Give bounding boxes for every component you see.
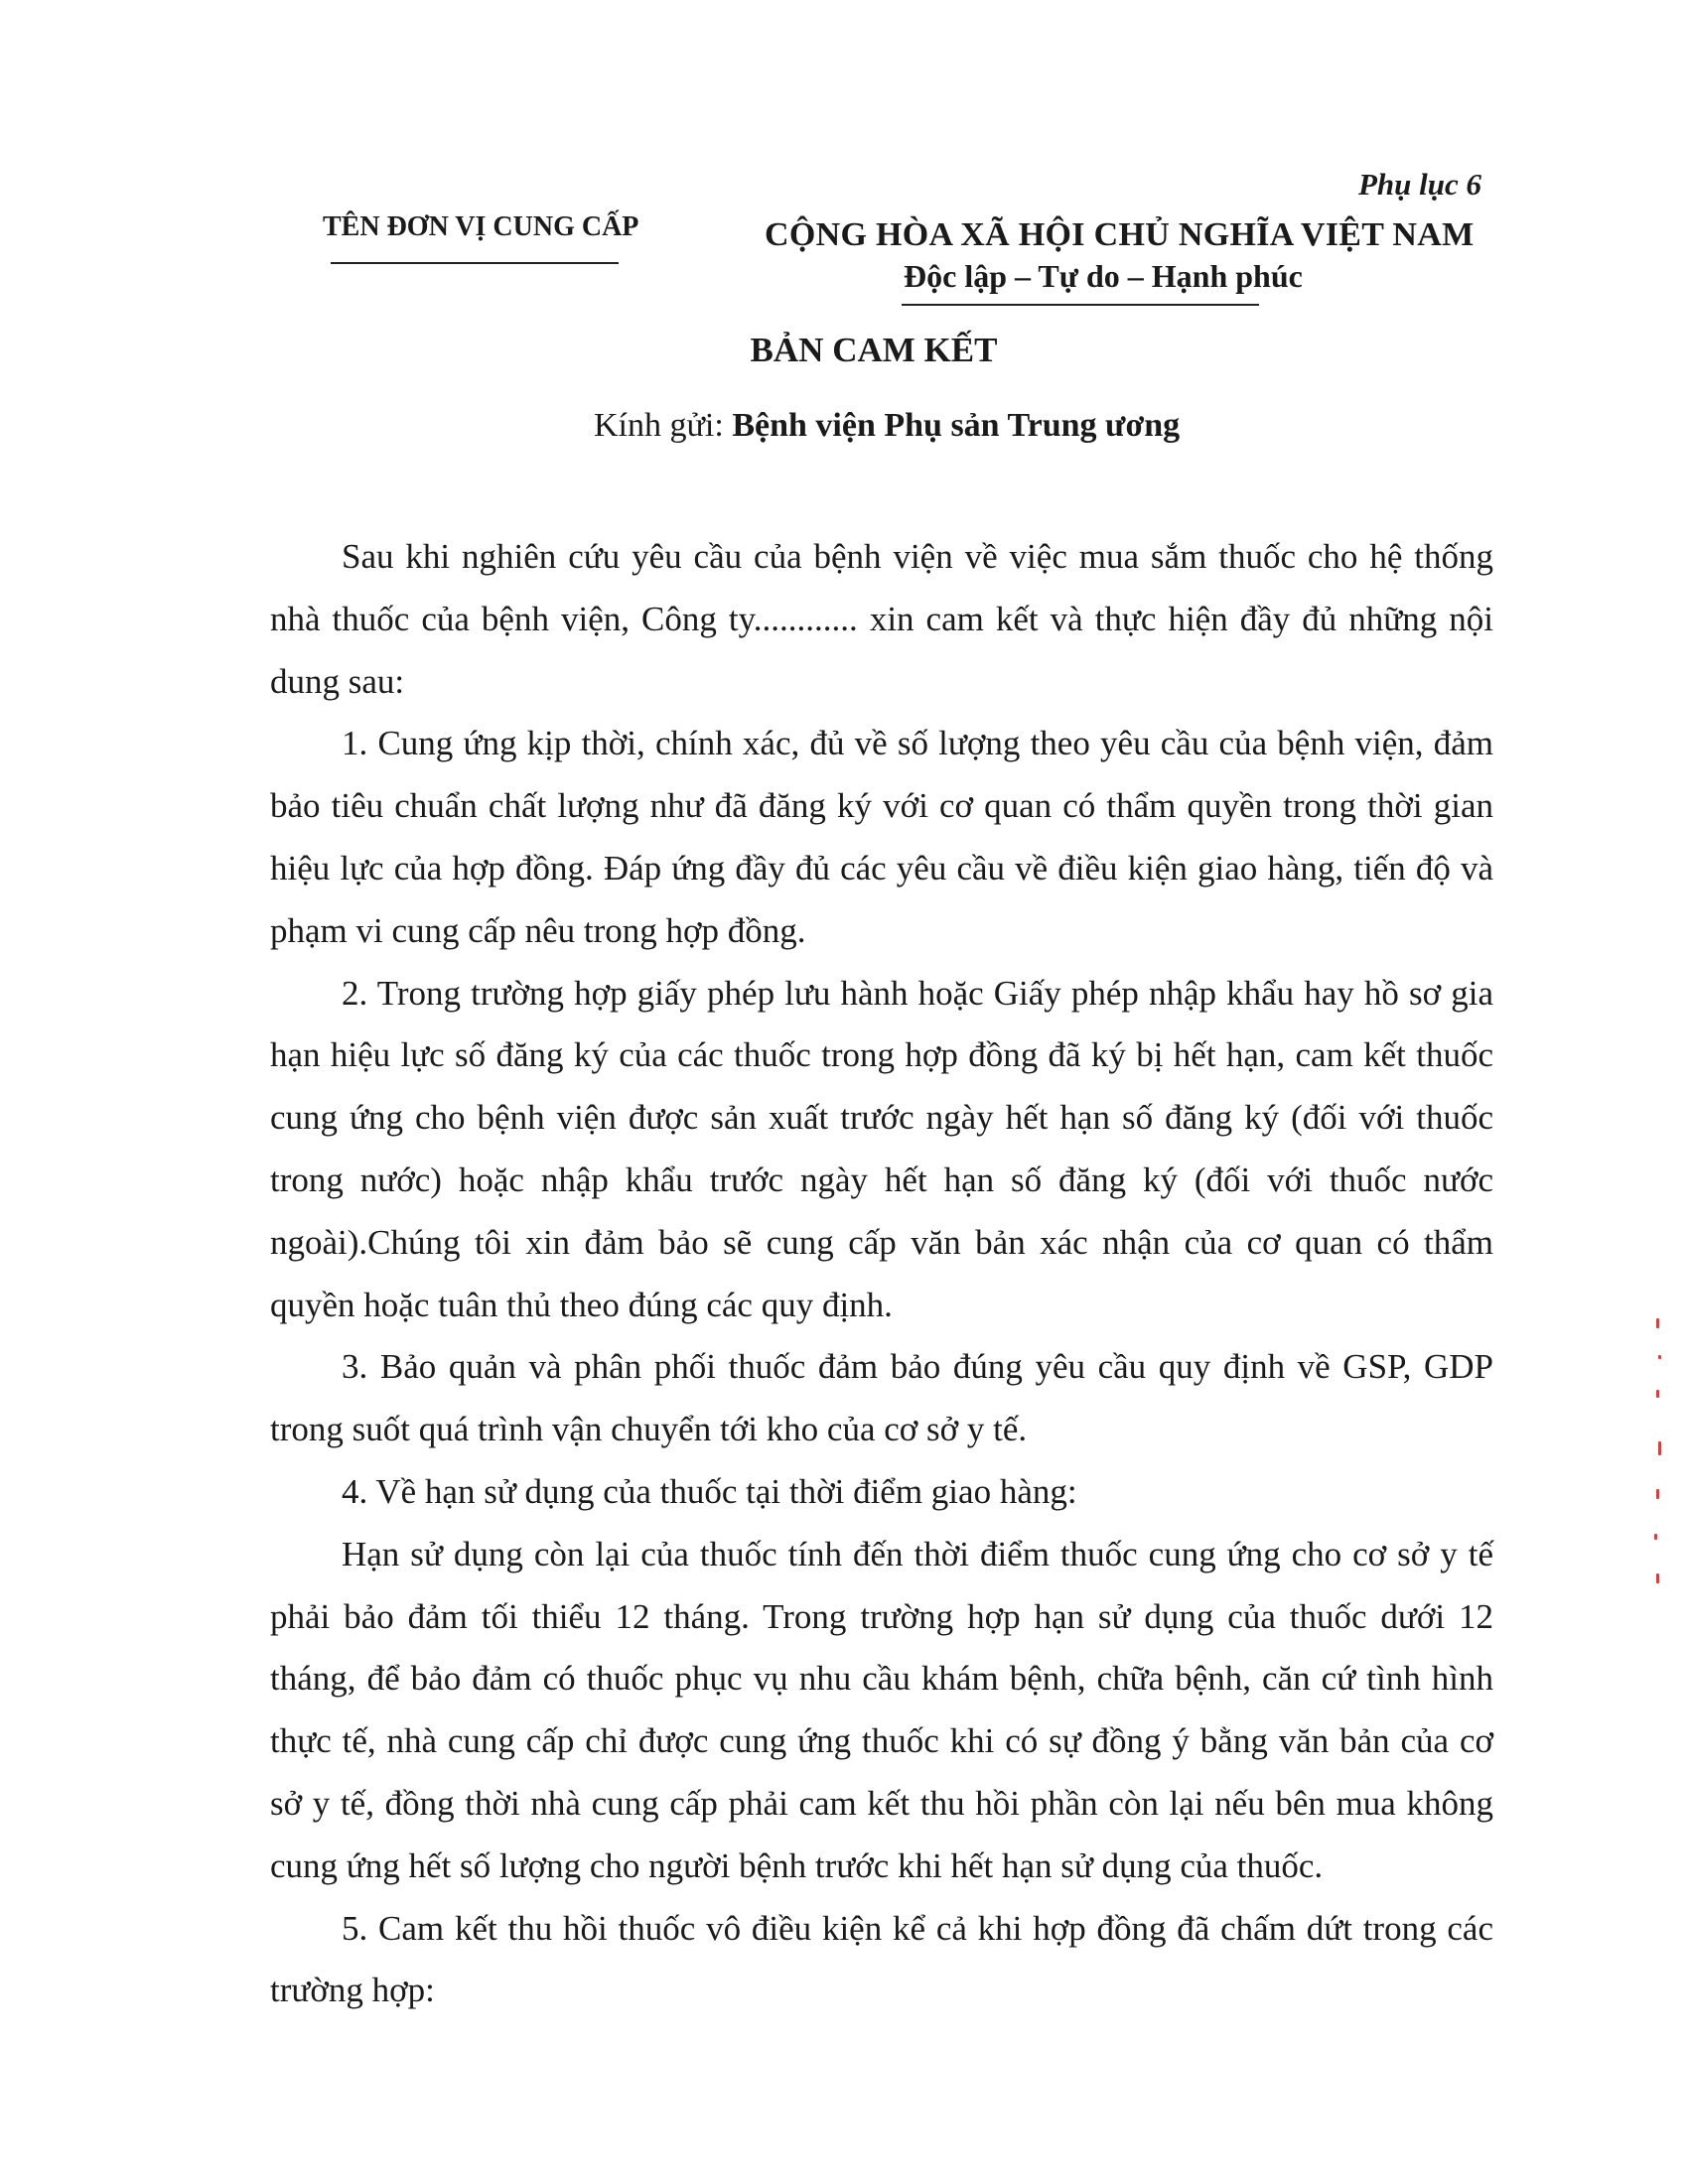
provider-unit-name: TÊN ĐƠN VỊ CUNG CẤP: [323, 211, 639, 242]
salutation-recipient: Bệnh viện Phụ sản Trung ương: [732, 407, 1181, 444]
motto-underline: [902, 304, 1259, 306]
nation-name: CỘNG HÒA XÃ HỘI CHỦ NGHĨA VIỆT NAM: [765, 216, 1475, 253]
paragraph-item-2: 2. Trong trường hợp giấy phép lưu hành hoặc Giấy phép nhập khẩu hay hồ sơ gia hạn hiệu lực số đăng ký của các thuốc trong hợp đồng đã ký bị hết hạn, cam kết thuốc cung ứng cho bệnh viện được sản xuất trước ngày hết hạn số đăng ký (đối với thuốc trong nước) hoặc nhập khẩu trước ngày hết hạn số đăng ký (đối với thuốc nước ngoài).Chúng tôi xin đảm bảo sẽ cung cấp văn bản xác nhận của cơ quan có thẩm quyền hoặc tuân thủ theo đúng các quy định.: [270, 973, 1493, 1324]
paragraph-item-3: 3. Bảo quản và phân phối thuốc đảm bảo đúng yêu cầu quy định về GSP, GDP trong suốt quá trình vận chuyển tới kho của cơ sở y tế.: [270, 1347, 1493, 1449]
paragraph-item-5: 5. Cam kết thu hồi thuốc vô điều kiện kể cả khi hợp đồng đã chấm dứt trong các trường hợp:: [270, 1908, 1493, 2010]
unit-underline: [331, 262, 619, 264]
paragraph-item-4: 4. Về hạn sử dụng của thuốc tại thời điểm giao hàng:: [342, 1471, 1077, 1511]
salutation: [594, 407, 1180, 445]
paragraph-item-4-detail: Hạn sử dụng còn lại của thuốc tính đến thời điểm thuốc cung ứng cho cơ sở y tế phải bảo đảm tối thiểu 12 tháng. Trong trường hợp hạn sử dụng của thuốc dưới 12 tháng, để bảo đảm có thuốc phục vụ nhu cầu khám bệnh, chữa bệnh, căn cứ tình hình thực tế, nhà cung cấp chỉ được cung ứng thuốc khi có sự đồng ý bằng văn bản của cơ sở y tế, đồng thời nhà cung cấp phải cam kết thu hồi phần còn lại nếu bên mua không cung ứng hết số lượng cho người bệnh trước khi hết hạn sử dụng của thuốc.: [270, 1534, 1493, 1885]
document-title: BẢN CAM KẾT: [750, 331, 998, 369]
appendix-label: Phụ lục 6: [1357, 167, 1481, 202]
paragraph-intro: Sau khi nghiên cứu yêu cầu của bệnh viện về việc mua sắm thuốc cho hệ thống nhà thuốc của bệnh viện, Công ty............ xin cam kết và thực hiện đầy đủ những nội dung sau:: [270, 537, 1493, 701]
paragraph-item-1: 1. Cung ứng kịp thời, chính xác, đủ về số lượng theo yêu cầu của bệnh viện, đảm bảo tiêu chuẩn chất lượng như đã đăng ký với cơ quan có thẩm quyền trong thời gian hiệu lực của hợp đồng. Đáp ứng đầy đủ các yêu cầu về điều kiện giao hàng, tiến độ và phạm vi cung cấp nêu trong hợp đồng.: [270, 724, 1493, 950]
document-body: [270, 526, 1493, 2022]
salutation-prefix: Kính gửi:: [594, 407, 733, 444]
national-motto: Độc lập – Tự do – Hạnh phúc: [904, 258, 1303, 294]
